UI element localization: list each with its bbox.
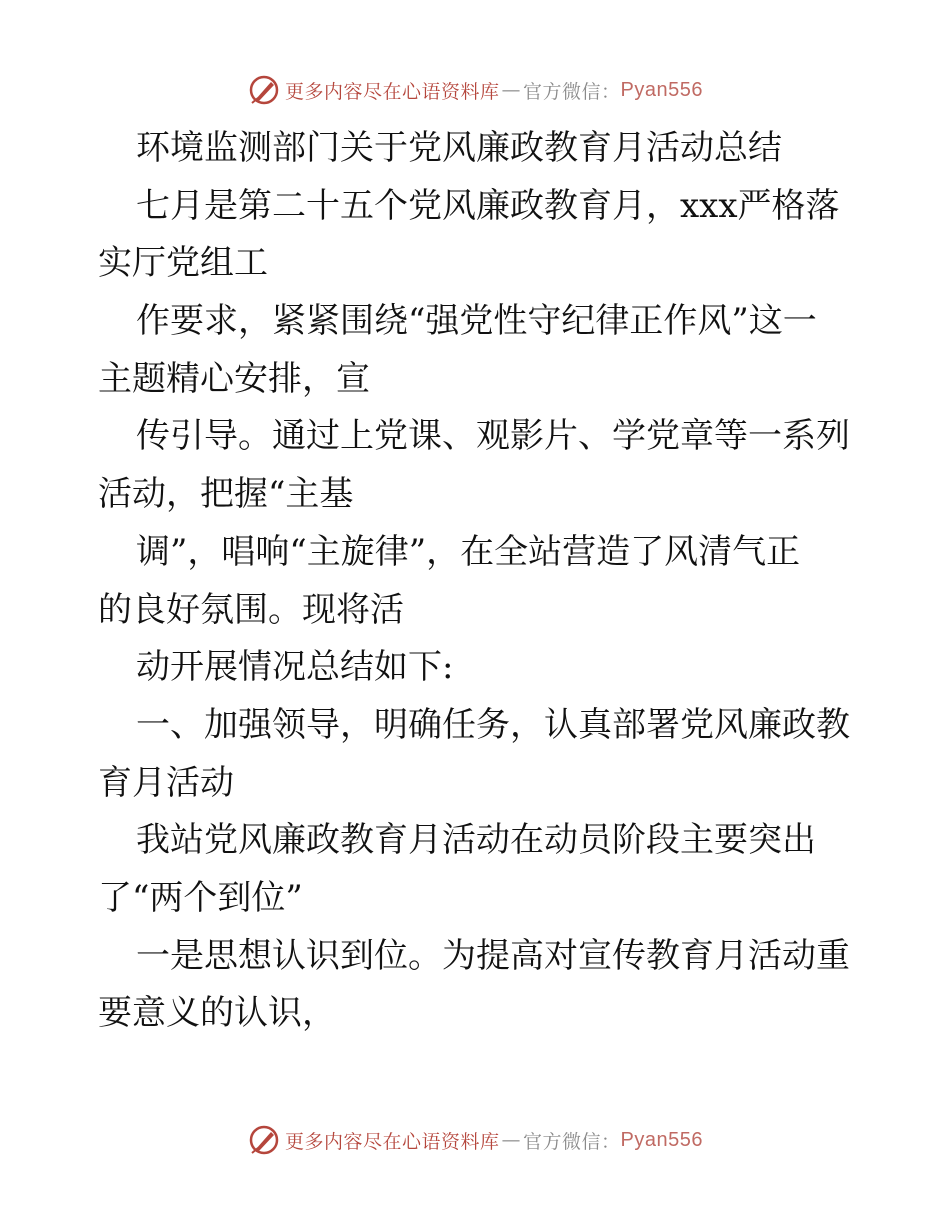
paragraph-line: 环境监测部门关于党风廉政教育月活动总结 [136,128,782,168]
paragraph-line: 要意义的认识， [98,993,336,1034]
paragraph-line: 主题精心安排，宣 [98,358,370,399]
paragraph-line: 育月活动 [98,762,234,803]
paragraph-line: 调”，唱响“主旋律”，在全站营造了风清气正 [136,531,801,572]
paragraph-line: 作要求，紧紧围绕“强党性守纪律正作风”这一 [136,301,817,342]
watermark-text: 更多内容尽在心语资料库 [285,80,500,103]
paragraph-line: 传引导。通过上党课、观影片、学党章等一系列 [136,416,850,457]
quill-logo-icon [247,1123,281,1157]
footer-watermark [0,1120,950,1160]
paragraph-line: 动开展情况总结如下: [136,647,454,688]
paragraph-line: 七月是第二十五个党风廉政教育月，xxx严格落 [136,185,840,226]
watermark-separator: — [501,79,522,101]
quill-logo-icon [247,73,281,107]
watermark-label: 官方微信： [523,1130,621,1153]
watermark-separator: — [501,1129,522,1151]
paragraph-line: 的良好氛围。现将活 [98,589,404,630]
watermark-text: 更多内容尽在心语资料库 [285,1130,500,1153]
paragraph-line: 我站党风廉政教育月活动在动员阶段主要突出 [136,820,816,861]
document-body [98,120,858,1043]
paragraph-line: 实厅党组工 [98,243,268,284]
paragraph-line: 活动，把握“主基 [98,474,354,515]
paragraph-line: 了“两个到位” [98,877,303,918]
watermark-label: 官方微信： [523,80,621,103]
watermark-wechat-id: Pyan556 [620,78,703,101]
paragraph-line: 一、加强领导，明确任务，认真部署党风廉政教 [136,704,850,745]
watermark-wechat-id: Pyan556 [620,1128,703,1151]
paragraph-line: 一是思想认识到位。为提高对宣传教育月活动重 [136,935,850,976]
header-watermark [0,70,950,110]
